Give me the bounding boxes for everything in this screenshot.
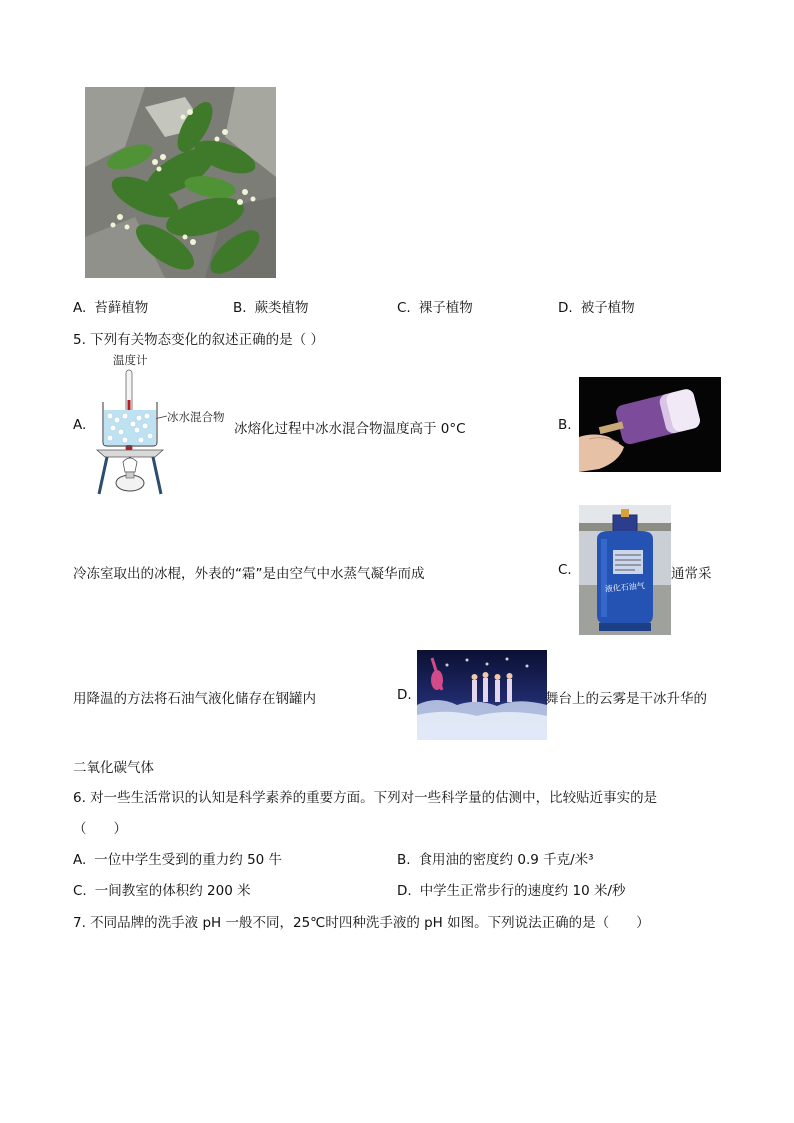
option-letter: D.	[558, 300, 573, 316]
ice-melting-apparatus-diagram	[95, 350, 240, 496]
question-6-stem: 6. 对一些生活常识的认知是科学素养的重要方面。下列对一些科学量的估测中，比较贴近事实的是	[73, 790, 658, 806]
mixture-label: 冰水混合物	[167, 410, 225, 424]
question-5-stem: 5. 下列有关物态变化的叙述正确的是（ ）	[73, 332, 324, 348]
stage-fog-photo	[417, 650, 547, 740]
option-text: 苔藓植物	[94, 300, 149, 316]
option-letter: B.	[233, 300, 247, 316]
option-b-text: 冷冻室取出的冰棍，外表的“霜”是由空气中水蒸气凝华而成	[73, 566, 425, 582]
thermometer-label: 温度计	[113, 353, 148, 367]
popsicle-photo	[579, 377, 721, 472]
option-text: 一间教室的体积约 200 米	[94, 883, 251, 899]
q6-option-c	[73, 879, 251, 899]
option-text: 一位中学生受到的重力约 50 牛	[94, 852, 283, 868]
option-d-text-line1: 舞台上的云雾是干冰升华的	[545, 691, 707, 707]
q6-option-a	[73, 848, 282, 868]
option-text: 裸子植物	[418, 300, 473, 316]
option-c-text-line1: 通常采	[671, 566, 712, 582]
option-a-letter: A.	[73, 417, 87, 433]
option-letter: D.	[397, 883, 412, 899]
option-letter: A.	[73, 852, 87, 868]
option-text: 食用油的密度约 0.9 千克/米³	[418, 852, 594, 868]
tank-label: 液化石油气	[604, 581, 646, 594]
option-text: 蕨类植物	[254, 300, 309, 316]
option-b-letter: B.	[558, 417, 572, 433]
option-d-letter: D.	[397, 687, 412, 703]
q6-option-b	[397, 848, 594, 868]
option-d	[558, 296, 635, 316]
gas-tank-photo	[579, 505, 671, 635]
question-6-paren: （ ）	[73, 821, 127, 837]
option-letter: C.	[397, 300, 411, 316]
plant-photo	[85, 87, 276, 278]
option-letter: B.	[397, 852, 411, 868]
option-a-text: 冰熔化过程中冰水混合物温度高于 0°C	[234, 421, 466, 437]
option-b	[233, 296, 309, 316]
option-letter: C.	[73, 883, 87, 899]
question-7-stem: 7. 不同品牌的洗手液 pH 一般不同，25℃时四种洗手液的 pH 如图。下列说法正确的是（ ）	[73, 915, 650, 931]
option-text: 中学生正常步行的速度约 10 米/秒	[419, 883, 626, 899]
option-c-text-line2: 用降温的方法将石油气液化储存在钢罐内	[73, 691, 316, 707]
option-text: 被子植物	[580, 300, 635, 316]
option-letter: A.	[73, 300, 87, 316]
option-c-letter: C.	[558, 562, 572, 578]
option-a	[73, 296, 148, 316]
option-d-text-line2: 二氧化碳气体	[73, 760, 154, 776]
option-c	[397, 296, 473, 316]
q6-option-d	[397, 879, 626, 899]
